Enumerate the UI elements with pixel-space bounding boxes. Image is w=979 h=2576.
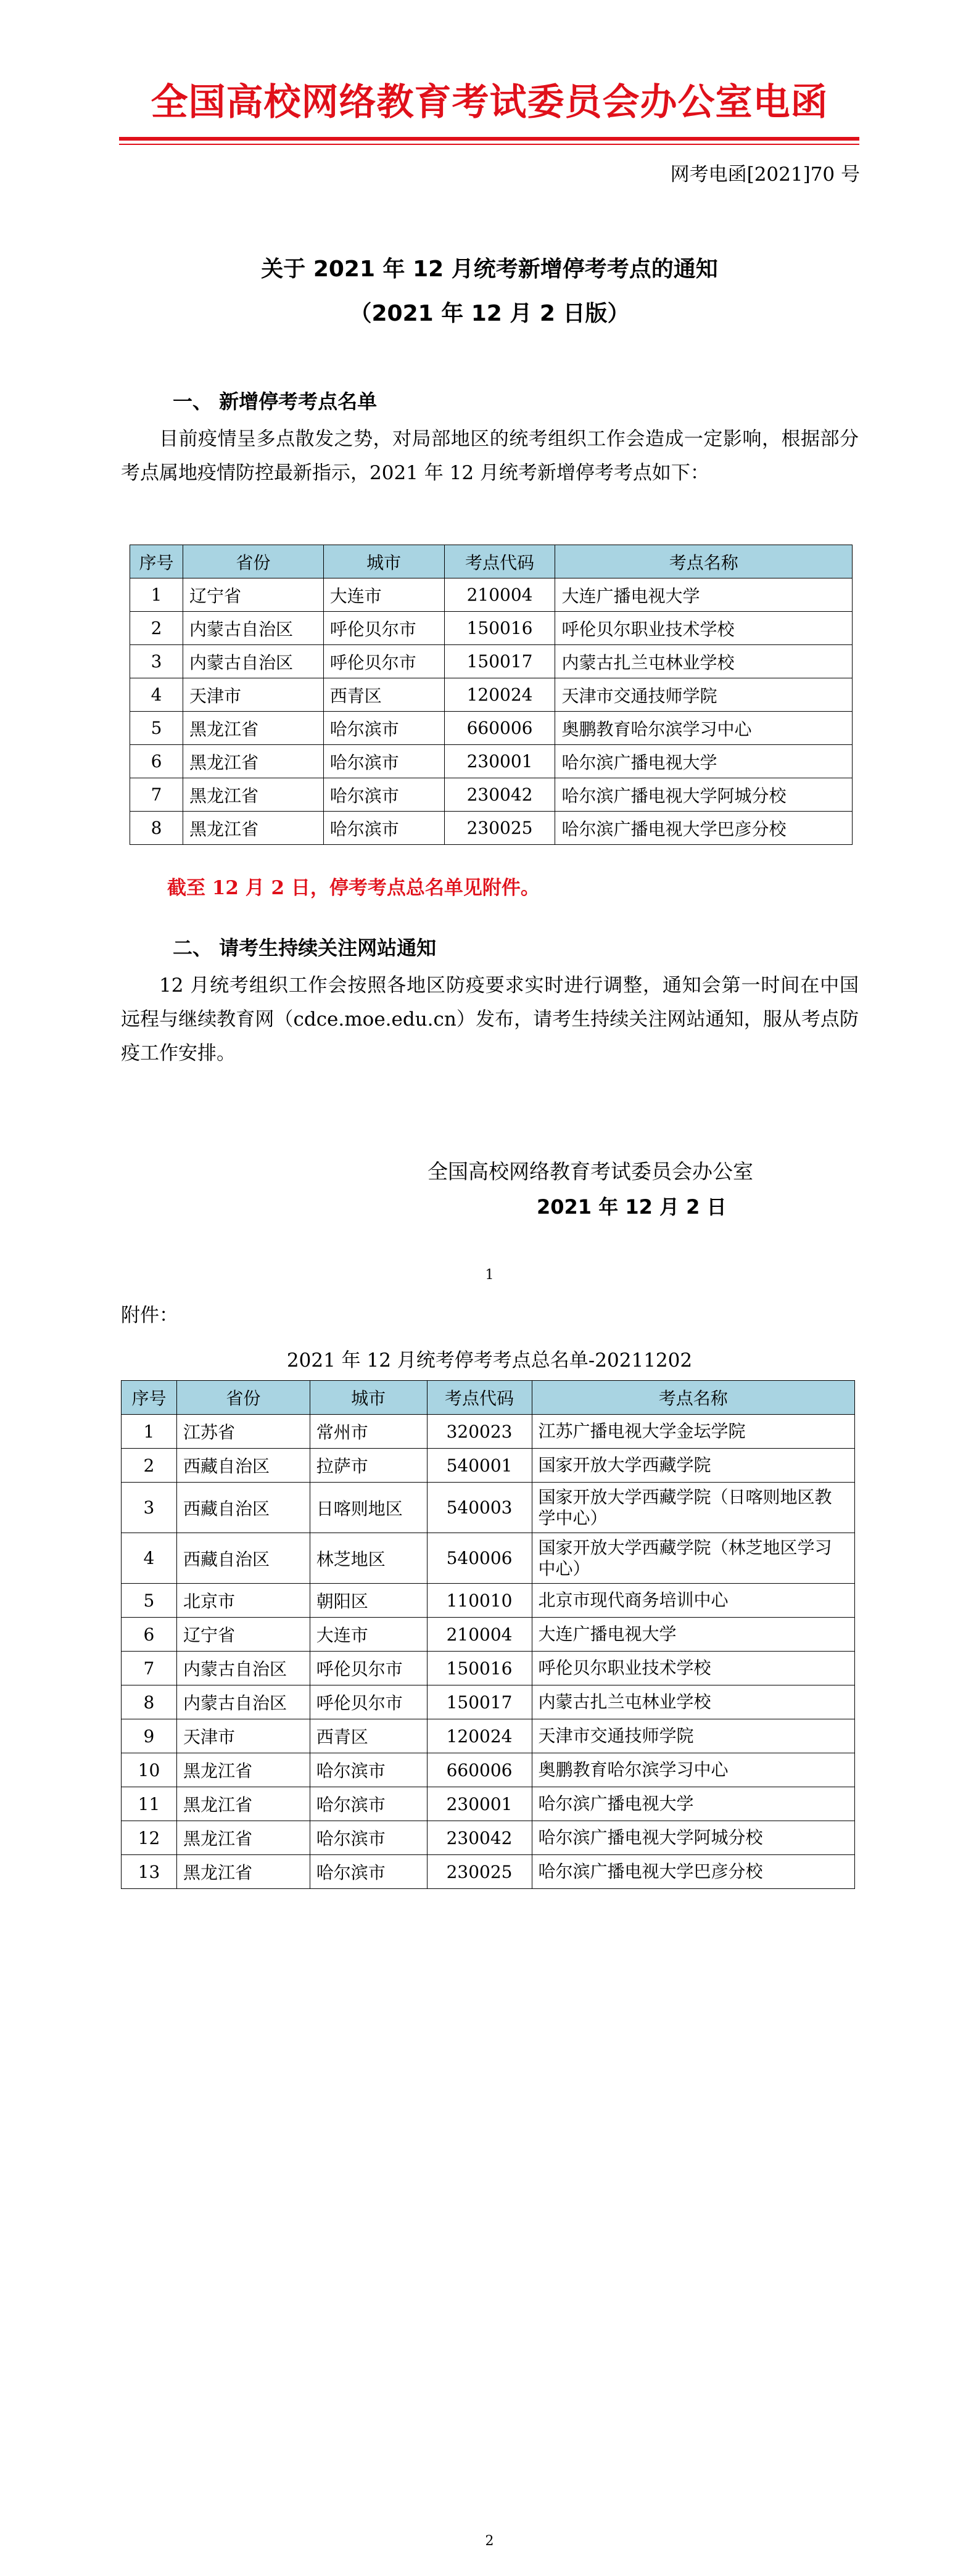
cell-province: 江苏省 <box>176 1415 310 1449</box>
cell-idx: 13 <box>122 1855 177 1889</box>
cell-name: 奥鹏教育哈尔滨学习中心 <box>555 712 853 745</box>
cell-name: 呼伦贝尔职业技术学校 <box>555 612 853 645</box>
cell-name: 国家开放大学西藏学院（日喀则地区教学中心） <box>532 1483 855 1533</box>
section-2-heading: 二、 请考生持续关注网站通知 <box>173 936 437 960</box>
cell-city: 呼伦贝尔市 <box>323 645 444 678</box>
cell-city: 哈尔滨市 <box>323 778 444 812</box>
cell-name: 哈尔滨广播电视大学 <box>555 745 853 778</box>
cell-code: 230042 <box>427 1821 532 1855</box>
cell-name: 国家开放大学西藏学院（林芝地区学习中心） <box>532 1533 855 1584</box>
cell-name: 北京市现代商务培训中心 <box>532 1584 855 1618</box>
table-row <box>130 678 853 712</box>
cell-name: 国家开放大学西藏学院 <box>532 1449 855 1483</box>
attachment-label: 附件： <box>121 1304 178 1327</box>
cell-province: 辽宁省 <box>183 578 323 612</box>
page-number-2: 2 <box>485 2533 494 2549</box>
cell-city: 哈尔滨市 <box>310 1855 427 1889</box>
letterhead-rule-thin <box>119 144 859 145</box>
table-row <box>122 1618 855 1652</box>
cell-idx: 6 <box>130 745 183 778</box>
cell-city: 哈尔滨市 <box>310 1753 427 1787</box>
cell-idx: 5 <box>122 1584 177 1618</box>
cell-code: 120024 <box>444 678 555 712</box>
signature-organization: 全国高校网络教育考试委员会办公室 <box>428 1159 753 1183</box>
cell-name: 江苏广播电视大学金坛学院 <box>532 1415 855 1449</box>
cell-city: 拉萨市 <box>310 1449 427 1483</box>
cell-code: 660006 <box>444 712 555 745</box>
page-number-1: 1 <box>485 1267 494 1283</box>
column-header-city: 城市 <box>323 545 444 578</box>
table-row <box>122 1753 855 1787</box>
cell-name: 内蒙古扎兰屯林业学校 <box>532 1685 855 1719</box>
attachment-title: 2021 年 12 月统考停考考点总名单-20211202 <box>286 1349 693 1372</box>
cell-code: 230001 <box>427 1787 532 1821</box>
cell-city: 哈尔滨市 <box>323 745 444 778</box>
section-1-paragraph: 目前疫情呈多点散发之势，对局部地区的统考组织工作会造成一定影响，根据部分考点属地疫情防控最新指示，2021 年 12 月统考新增停考考点如下： <box>121 428 859 484</box>
cell-idx: 10 <box>122 1753 177 1787</box>
cell-province: 天津市 <box>183 678 323 712</box>
cell-idx: 2 <box>130 612 183 645</box>
table-header-row <box>130 545 853 578</box>
cell-province: 辽宁省 <box>176 1618 310 1652</box>
notice-subtitle: （2021 年 12 月 2 日版） <box>349 301 630 326</box>
cell-name: 哈尔滨广播电视大学阿城分校 <box>532 1821 855 1855</box>
table-row <box>122 1821 855 1855</box>
cell-code: 120024 <box>427 1719 532 1753</box>
cell-city: 哈尔滨市 <box>310 1787 427 1821</box>
cell-code: 230025 <box>427 1855 532 1889</box>
cell-idx: 8 <box>122 1685 177 1719</box>
cell-idx: 5 <box>130 712 183 745</box>
cell-idx: 11 <box>122 1787 177 1821</box>
cell-name: 哈尔滨广播电视大学巴彦分校 <box>532 1855 855 1889</box>
cell-code: 150017 <box>444 645 555 678</box>
suspended-sites-table <box>130 545 853 845</box>
cell-city: 呼伦贝尔市 <box>310 1685 427 1719</box>
column-header-city: 城市 <box>310 1381 427 1415</box>
cell-idx: 6 <box>122 1618 177 1652</box>
cell-code: 540006 <box>427 1533 532 1584</box>
table-row <box>122 1584 855 1618</box>
cell-code: 230042 <box>444 778 555 812</box>
cell-code: 660006 <box>427 1753 532 1787</box>
cell-city: 哈尔滨市 <box>310 1821 427 1855</box>
column-header-name: 考点名称 <box>532 1381 855 1415</box>
cell-idx: 4 <box>122 1533 177 1584</box>
cell-city: 日喀则地区 <box>310 1483 427 1533</box>
cell-province: 黑龙江省 <box>183 745 323 778</box>
cell-name: 天津市交通技师学院 <box>555 678 853 712</box>
column-header-name: 考点名称 <box>555 545 853 578</box>
cell-province: 黑龙江省 <box>183 812 323 845</box>
cell-province: 内蒙古自治区 <box>176 1685 310 1719</box>
cell-province: 黑龙江省 <box>176 1821 310 1855</box>
column-header-code: 考点代码 <box>427 1381 532 1415</box>
column-header-idx: 序号 <box>130 545 183 578</box>
cell-name: 大连广播电视大学 <box>555 578 853 612</box>
cell-province: 西藏自治区 <box>176 1533 310 1584</box>
cell-idx: 7 <box>122 1652 177 1685</box>
cell-city: 呼伦贝尔市 <box>310 1652 427 1685</box>
column-header-province: 省份 <box>176 1381 310 1415</box>
cell-name: 大连广播电视大学 <box>532 1618 855 1652</box>
cell-idx: 2 <box>122 1449 177 1483</box>
signature-date: 2021 年 12 月 2 日 <box>537 1195 727 1219</box>
cell-city: 西青区 <box>310 1719 427 1753</box>
cell-province: 内蒙古自治区 <box>176 1652 310 1685</box>
cell-name: 哈尔滨广播电视大学 <box>532 1787 855 1821</box>
cell-province: 内蒙古自治区 <box>183 612 323 645</box>
document-number: 网考电函[2021]70 号 <box>670 163 860 186</box>
column-header-idx: 序号 <box>122 1381 177 1415</box>
cell-code: 320023 <box>427 1415 532 1449</box>
cell-city: 大连市 <box>323 578 444 612</box>
cell-code: 230001 <box>444 745 555 778</box>
table-row <box>130 578 853 612</box>
letterhead-title: 全国高校网络教育考试委员会办公室电函 <box>151 81 828 124</box>
attachment-note: 截至 12 月 2 日，停考考点总名单见附件。 <box>167 877 540 899</box>
cell-province: 天津市 <box>176 1719 310 1753</box>
table-row <box>130 712 853 745</box>
cell-idx: 1 <box>130 578 183 612</box>
cell-code: 150016 <box>427 1652 532 1685</box>
cell-name: 奥鹏教育哈尔滨学习中心 <box>532 1753 855 1787</box>
cell-idx: 7 <box>130 778 183 812</box>
letterhead-rule-thick <box>119 137 859 141</box>
table-row <box>130 645 853 678</box>
cell-city: 呼伦贝尔市 <box>323 612 444 645</box>
cell-name: 内蒙古扎兰屯林业学校 <box>555 645 853 678</box>
column-header-code: 考点代码 <box>444 545 555 578</box>
cell-province: 北京市 <box>176 1584 310 1618</box>
cell-province: 黑龙江省 <box>183 778 323 812</box>
table-row <box>122 1652 855 1685</box>
table-row <box>122 1787 855 1821</box>
cell-code: 150017 <box>427 1685 532 1719</box>
table-row <box>122 1483 855 1533</box>
cell-idx: 9 <box>122 1719 177 1753</box>
table-row <box>130 745 853 778</box>
cell-city: 西青区 <box>323 678 444 712</box>
table-row <box>130 612 853 645</box>
section-1-heading: 一、 新增停考考点名单 <box>173 390 378 413</box>
cell-province: 黑龙江省 <box>176 1855 310 1889</box>
cell-city: 朝阳区 <box>310 1584 427 1618</box>
cell-city: 哈尔滨市 <box>323 812 444 845</box>
cell-name: 呼伦贝尔职业技术学校 <box>532 1652 855 1685</box>
cell-city: 哈尔滨市 <box>323 712 444 745</box>
cell-idx: 12 <box>122 1821 177 1855</box>
cell-name: 哈尔滨广播电视大学巴彦分校 <box>555 812 853 845</box>
cell-idx: 3 <box>130 645 183 678</box>
section-2-paragraph: 12 月统考组织工作会按照各地区防疫要求实时进行调整，通知会第一时间在中国远程与继续教育网（cdce.moe.edu.cn）发布，请考生持续关注网站通知，服从考点防疫工作安排。 <box>121 974 859 1064</box>
all-suspended-sites-table <box>121 1380 855 1889</box>
cell-idx: 3 <box>122 1483 177 1533</box>
column-header-province: 省份 <box>183 545 323 578</box>
cell-code: 110010 <box>427 1584 532 1618</box>
table-row <box>130 812 853 845</box>
cell-code: 230025 <box>444 812 555 845</box>
cell-code: 210004 <box>427 1618 532 1652</box>
cell-province: 黑龙江省 <box>183 712 323 745</box>
table-row <box>122 1449 855 1483</box>
notice-title: 关于 2021 年 12 月统考新增停考考点的通知 <box>261 257 718 282</box>
cell-province: 黑龙江省 <box>176 1753 310 1787</box>
cell-province: 黑龙江省 <box>176 1787 310 1821</box>
cell-name: 天津市交通技师学院 <box>532 1719 855 1753</box>
table-row <box>122 1415 855 1449</box>
cell-province: 西藏自治区 <box>176 1483 310 1533</box>
cell-code: 540003 <box>427 1483 532 1533</box>
table-header-row <box>122 1381 855 1415</box>
table-row <box>122 1719 855 1753</box>
cell-code: 210004 <box>444 578 555 612</box>
cell-code: 540001 <box>427 1449 532 1483</box>
cell-city: 林芝地区 <box>310 1533 427 1584</box>
table-row <box>122 1533 855 1584</box>
table-row <box>130 778 853 812</box>
cell-province: 内蒙古自治区 <box>183 645 323 678</box>
table-row <box>122 1685 855 1719</box>
cell-name: 哈尔滨广播电视大学阿城分校 <box>555 778 853 812</box>
cell-province: 西藏自治区 <box>176 1449 310 1483</box>
table-row <box>122 1855 855 1889</box>
cell-city: 大连市 <box>310 1618 427 1652</box>
cell-idx: 4 <box>130 678 183 712</box>
cell-idx: 8 <box>130 812 183 845</box>
cell-city: 常州市 <box>310 1415 427 1449</box>
cell-code: 150016 <box>444 612 555 645</box>
cell-idx: 1 <box>122 1415 177 1449</box>
